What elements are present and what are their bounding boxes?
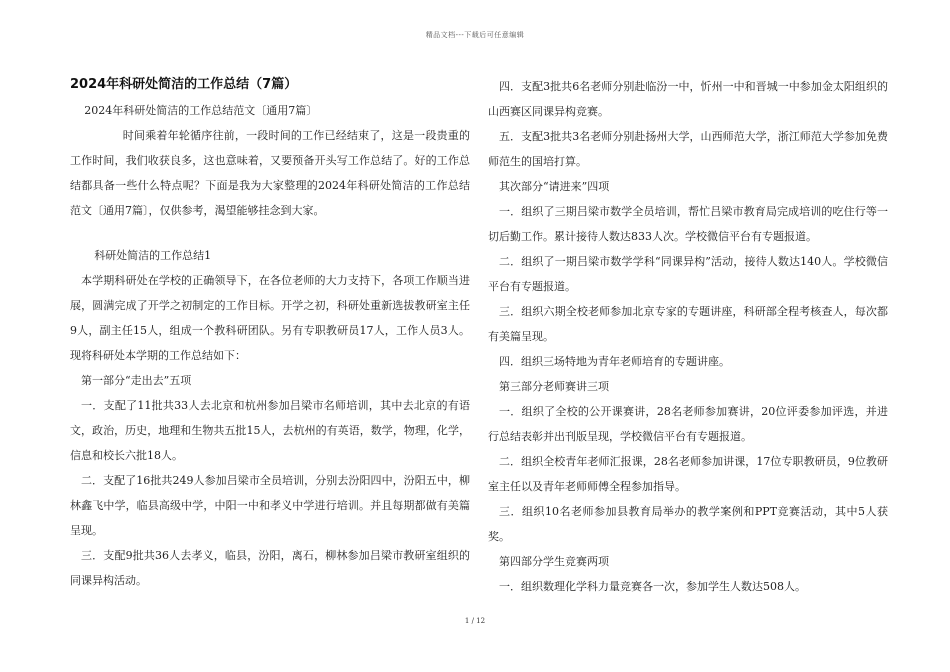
list-item: 三．组织六期全校老师参加北京专家的专题讲座，科研部全程考核查人，每次都有美篇呈现。: [488, 305, 888, 343]
intro-paragraph: 时间乘着年轮循序往前，一段时间的工作已经结束了，这是一段贵重的工作时间，我们收获良多，这也意味着，又要预备开头写工作总结了。好的工作总结都具备一些什么特点呢？下面是我为大家整理的2024年科研处简洁的工作总结范文〔通用7篇〕，仅供参考，渴望能够挂念到大家。: [70, 129, 470, 217]
list-item: 四．支配3批共6名老师分别赴临汾一中，忻州一中和晋城一中参加金太阳组织的山西赛区同课异构竞赛。: [488, 80, 888, 118]
part-heading-1: 第一部分“走出去”五项: [81, 374, 192, 387]
page-number: 1 / 12: [464, 617, 486, 625]
header-note: 精品文档---下载后可任意编辑: [425, 31, 525, 39]
list-item: 二．组织了一期吕梁市数学学科“同课异构”活动，接待人数达140人。学校微信平台有专题报道。: [488, 255, 888, 293]
list-item: 一．组织了三期吕梁市数学全员培训，帮忙吕梁市教育局完成培训的吃住行等一切后勤工作。累计接待人数达833人次。学校微信平台有专题报道。: [488, 205, 888, 243]
list-item: 二．组织全校青年老师汇报课，28名老师参加讲课，17位专职教研员，9位教研室主任以及青年老师师傅全程参加指导。: [488, 455, 888, 493]
section-heading: 科研处简洁的工作总结1: [94, 249, 212, 262]
list-item: 一．组织了全校的公开课赛讲，28名老师参加赛讲，20位评委参加评选，并进行总结表彰并出刊版呈现，学校微信平台有专题报道。: [488, 405, 888, 443]
part-heading-2: 其次部分“请进来”四项: [499, 180, 610, 193]
list-item: 三．支配9批共36人去孝义，临县，汾阳，离石，柳林参加吕梁市教研室组织的同课异构活动。: [70, 549, 470, 587]
list-item: 四．组织三场特地为青年老师培育的专题讲座。: [499, 355, 730, 368]
paragraph-overview: 本学期科研处在学校的正确领导下，在各位老师的大力支持下，各项工作顺当进展，圆满完成了开学之初制定的工作目标。开学之初，科研处重新选拔教研室主任9人，副主任15人，组成一个教科研团队。另有专职教研员17人，工作人员3人。现将科研处本学期的工作总结如下：: [70, 274, 470, 362]
left-column: [70, 74, 470, 593]
list-item: 一．支配了11批共33人去北京和杭州参加吕梁市名师培训，其中去北京的有语文，政治，历史，地理和生物共五批15人，去杭州的有英语，数学，物理，化学，信息和校长六批18人。: [70, 399, 470, 462]
list-item: 一．组织数理化学科力量竞赛各一次，参加学生人数达508人。: [499, 580, 806, 593]
list-item: 二．支配了16批共249人参加吕梁市全员培训，分别去汾阳四中，汾阳五中，柳林鑫飞中学，临县高级中学，中阳一中和孝义中学进行培训。并且每期都做有美篇呈现。: [70, 474, 470, 537]
list-item: 五．支配3批共3名老师分别赴扬州大学，山西师范大学，浙江师范大学参加免费师范生的国培打算。: [488, 130, 888, 168]
right-column: [488, 74, 888, 599]
document-title: 2024年科研处简洁的工作总结（7篇）: [70, 77, 298, 92]
list-item: 三．组织10名老师参加县教育局举办的教学案例和PPT竞赛活动，其中5人获奖。: [488, 505, 888, 543]
part-heading-3: 第三部分老师赛讲三项: [499, 380, 609, 393]
spacer: [70, 223, 470, 243]
part-heading-4: 第四部分学生竞赛两项: [499, 555, 609, 568]
document-subtitle: 2024年科研处简洁的工作总结范文〔通用7篇〕: [84, 104, 318, 117]
